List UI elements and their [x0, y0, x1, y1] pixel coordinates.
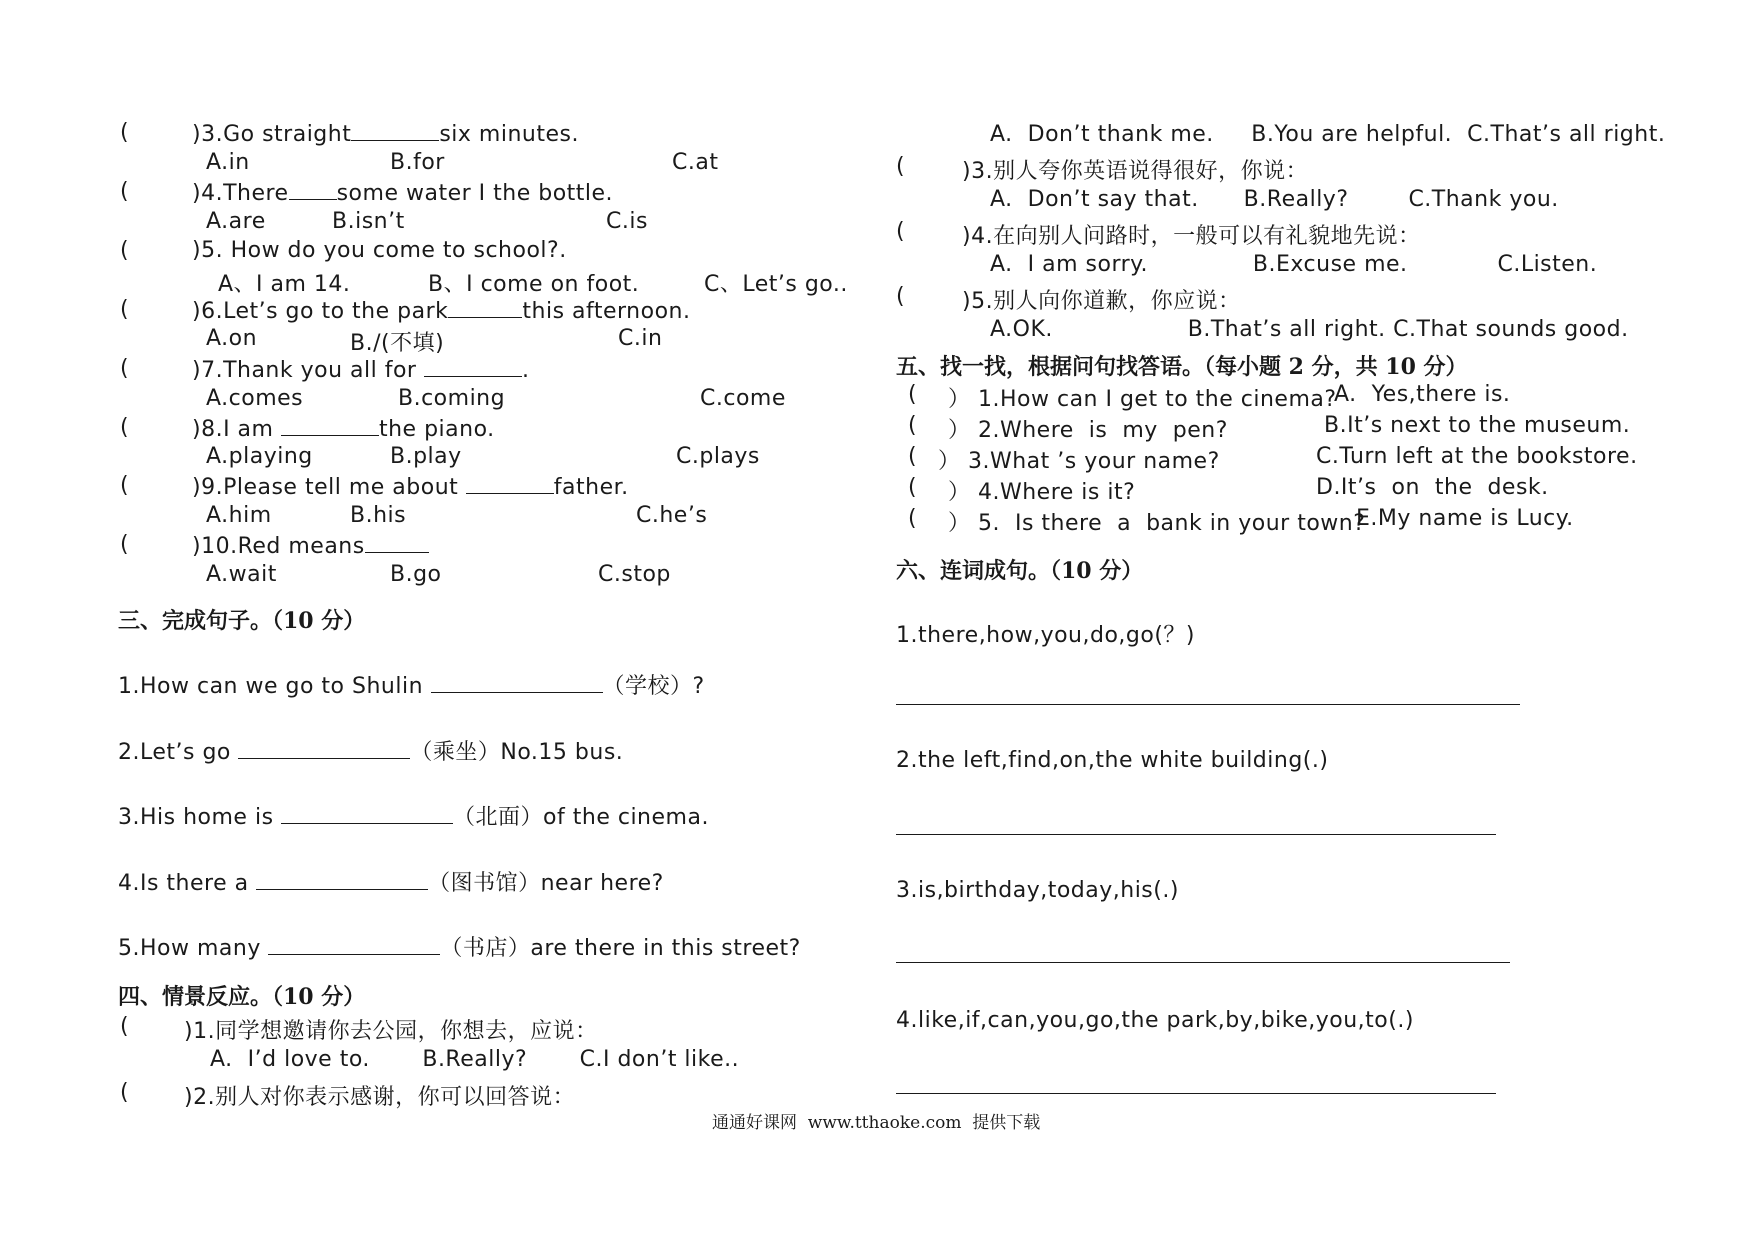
question-stem: )7.Thank you all for .	[192, 358, 530, 383]
answer-line[interactable]	[896, 1093, 1496, 1094]
option-b: B.play	[390, 444, 462, 469]
answer-paren[interactable]: (	[120, 532, 129, 557]
options-line: A. Don’t say that. B.Really? C.Thank you.	[990, 187, 1559, 212]
option-c: C.at	[672, 150, 719, 175]
s6-prompt-1: 1.there,how,you,do,go(？)	[896, 623, 1195, 648]
answer-blank[interactable]	[281, 415, 379, 436]
option-a: A.wait	[206, 562, 277, 587]
question-stem: )5.别人向你道歉，你应说：	[962, 289, 1241, 314]
question-stem: )8.I am the piano.	[192, 417, 495, 442]
answer-paren[interactable]: (	[896, 284, 905, 309]
match-question: ） 4.Where is it?	[948, 480, 1136, 505]
option-c: C.come	[700, 386, 786, 411]
s3-sentence-4: 4.Is there a （图书馆）near here?	[118, 871, 664, 896]
s3-sentence-3: 3.His home is （北面）of the cinema.	[118, 805, 709, 830]
match-question: ） 3.What ’s your name?	[938, 449, 1220, 474]
answer-paren[interactable]: (	[896, 154, 905, 179]
option-b: B.go	[390, 562, 442, 587]
answer-paren[interactable]: (	[120, 1014, 129, 1039]
answer-paren[interactable]: (	[120, 238, 129, 263]
answer-blank[interactable]	[238, 738, 410, 759]
answer-line[interactable]	[896, 704, 1520, 705]
option-c: C.stop	[598, 562, 671, 587]
answer-line[interactable]	[896, 962, 1510, 963]
s6-prompt-4: 4.like,if,can,you,go,the park,by,bike,you,to(.)	[896, 1008, 1414, 1033]
match-answer: A. Yes,there is.	[1334, 382, 1511, 407]
s3-sentence-2: 2.Let’s go （乘坐）No.15 bus.	[118, 740, 624, 765]
option-a: A.are	[206, 209, 266, 234]
option-a: A.comes	[206, 386, 304, 411]
section-6-title: 六、连词成句。（10 分）	[896, 558, 1144, 584]
section-4-title: 四、情景反应。（10 分）	[118, 984, 366, 1010]
option-c: C.plays	[676, 444, 760, 469]
option-c: C、Let’s go..	[704, 272, 848, 297]
options-line: A. Don’t thank me. B.You are helpful. C.That’s all right.	[990, 122, 1666, 147]
answer-paren[interactable]: (	[908, 413, 917, 438]
question-stem: )4.There some water I the bottle.	[192, 181, 614, 206]
question-stem: )3.Go straight six minutes.	[192, 122, 579, 147]
question-stem: )3.别人夸你英语说得很好，你说：	[962, 159, 1309, 184]
question-stem: )5. How do you come to school?.	[192, 238, 567, 263]
answer-blank[interactable]	[289, 179, 337, 200]
answer-paren[interactable]: (	[120, 473, 129, 498]
options-line: A. I’d love to. B.Really? C.I don’t like..	[210, 1047, 740, 1072]
option-a: A.in	[206, 150, 250, 175]
match-question: ） 5. Is there a bank in your town?	[948, 511, 1366, 536]
answer-paren[interactable]: (	[908, 444, 917, 469]
answer-paren[interactable]: (	[896, 219, 905, 244]
option-a: A.on	[206, 326, 258, 351]
answer-paren[interactable]: (	[120, 297, 129, 322]
question-stem: )10.Red means	[192, 532, 429, 559]
s6-prompt-2: 2.the left,find,on,the white building(.)	[896, 748, 1329, 773]
match-question: ） 1.How can I get to the cinema?	[948, 387, 1337, 412]
answer-paren[interactable]: (	[120, 356, 129, 381]
answer-blank[interactable]	[351, 120, 439, 141]
option-a: A、I am 14.	[218, 272, 351, 297]
question-stem: )4.在向别人问路时，一般可以有礼貌地先说：	[962, 224, 1421, 249]
question-stem: )1.同学想邀请你去公园，你想去，应说：	[184, 1019, 598, 1044]
option-a: A.playing	[206, 444, 313, 469]
answer-blank[interactable]	[448, 297, 522, 318]
option-b: B./(不填)	[350, 331, 445, 356]
options-line: A.OK. B.That’s all right. C.That sounds good.	[990, 317, 1629, 342]
answer-blank[interactable]	[268, 934, 440, 955]
option-c: C.in	[618, 326, 663, 351]
answer-blank[interactable]	[365, 532, 429, 553]
match-question: ） 2.Where is my pen?	[948, 418, 1228, 443]
option-b: B.his	[350, 503, 407, 528]
option-a: A.him	[206, 503, 272, 528]
s6-prompt-3: 3.is,birthday,today,his(.)	[896, 878, 1179, 903]
answer-blank[interactable]	[424, 356, 522, 377]
question-stem: )9.Please tell me about father.	[192, 475, 629, 500]
match-answer: C.Turn left at the bookstore.	[1316, 444, 1638, 469]
question-stem: )2.别人对你表示感谢，你可以回答说：	[184, 1085, 576, 1110]
option-b: B、I come on foot.	[428, 272, 640, 297]
s3-sentence-5: 5.How many （书店）are there in this street?	[118, 936, 801, 961]
section-3-title: 三、完成句子。（10 分）	[118, 608, 366, 634]
answer-blank[interactable]	[431, 672, 603, 693]
answer-paren[interactable]: (	[908, 506, 917, 531]
answer-blank[interactable]	[466, 473, 554, 494]
option-c: C.he’s	[636, 503, 708, 528]
answer-paren[interactable]: (	[120, 120, 129, 145]
answer-blank[interactable]	[256, 869, 428, 890]
answer-blank[interactable]	[281, 803, 453, 824]
answer-paren[interactable]: (	[908, 382, 917, 407]
answer-line[interactable]	[896, 834, 1496, 835]
answer-paren[interactable]: (	[120, 179, 129, 204]
options-line: A. I am sorry. B.Excuse me. C.Listen.	[990, 252, 1598, 277]
answer-paren[interactable]: (	[120, 415, 129, 440]
match-answer: D.It’s on the desk.	[1316, 475, 1549, 500]
answer-paren[interactable]: (	[908, 475, 917, 500]
question-stem: )6.Let’s go to the park this afternoon.	[192, 299, 691, 324]
match-answer: E.My name is Lucy.	[1356, 506, 1574, 531]
match-answer: B.It’s next to the museum.	[1324, 413, 1631, 438]
section-5-title: 五、找一找，根据问句找答语。（每小题 2 分，共 10 分）	[896, 354, 1468, 380]
answer-paren[interactable]: (	[120, 1080, 129, 1105]
option-b: B.isn’t	[332, 209, 405, 234]
footer-credit: 通通好课网 www.tthaoke.com 提供下载	[712, 1113, 1041, 1133]
option-b: B.coming	[398, 386, 506, 411]
s3-sentence-1: 1.How can we go to Shulin （学校）?	[118, 674, 705, 699]
option-b: B.for	[390, 150, 445, 175]
option-c: C.is	[606, 209, 648, 234]
